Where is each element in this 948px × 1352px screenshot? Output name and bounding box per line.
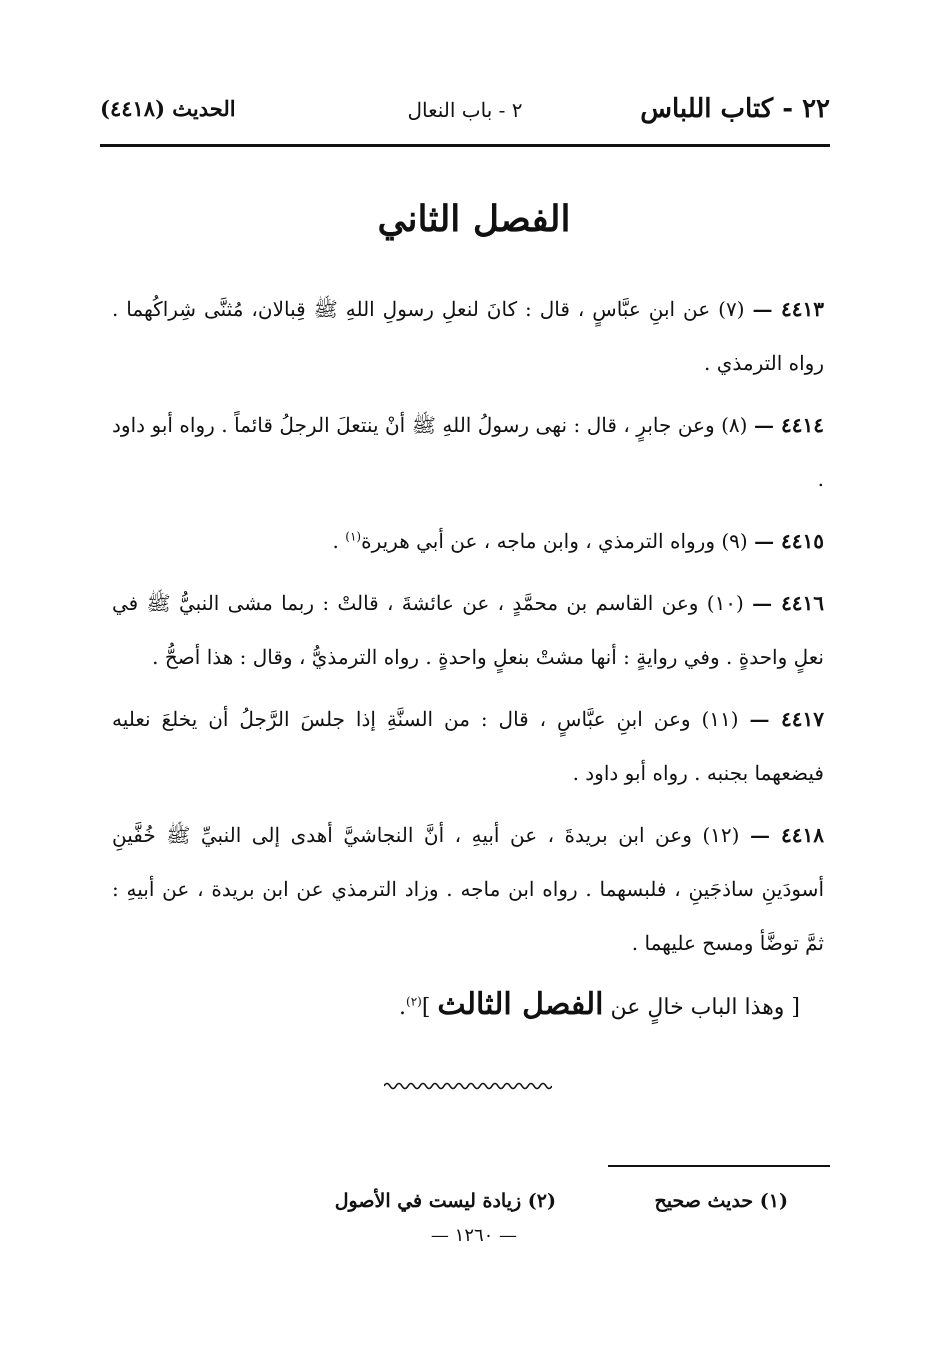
running-head-chapter: ٢ - باب النعال — [407, 98, 523, 122]
hadith-text: (١٠) وعن القاسم بن محمَّدٍ ، عن عائشةَ ، قالتْ : ربما مشى النبيُّ ﷺ في نعلٍ واحدةٍ . وفي روايةٍ : أنها مشتْ بنعلٍ واحدةٍ . رواه الترمذيُّ ، وقال : هذا أصحُّ . — [112, 591, 824, 669]
footnote-2: (٢) زيادة ليست في الأصول — [334, 1190, 556, 1212]
closing-section-name: الفصل الثالث — [437, 987, 604, 1022]
hadith-number: ٤٤١٥ — — [754, 529, 824, 553]
hadith-4417 — [112, 692, 824, 800]
hadith-text: (١٢) وعن ابن بريدةَ ، عن أبيهِ ، أنَّ النجاشيَّ أهدى إلى النبيِّ ﷺ خُفَّينِ أسودَينِ ساذجَينِ ، فلبسهما . رواه ابن ماجه . وزاد الترمذي عن ابن بريدة ، عن أبيهِ : ثمَّ توضَّأ ومسح عليهما . — [112, 823, 824, 955]
hadith-number: ٤٤١٦ — — [752, 591, 825, 615]
hadith-4414 — [112, 398, 824, 506]
hadith-number: ٤٤١٨ — — [749, 823, 825, 847]
hadith-4413 — [112, 282, 824, 390]
page-number: — ١٢٦٠ — — [430, 1225, 518, 1246]
running-head-book-title: ٢٢ - كتاب اللباس — [640, 94, 830, 124]
hadith-text: (٩) ورواه الترمذي ، وابن ماجه ، عن أبي هريرة — [361, 529, 748, 553]
header-rule — [100, 144, 830, 147]
closing-open: [ وهذا الباب خالٍ عن — [603, 995, 800, 1020]
footnote-1: (١) حديث صحيح — [654, 1190, 788, 1212]
hadith-number: ٤٤١٧ — — [749, 707, 825, 731]
hadith-4418 — [112, 808, 824, 970]
closing-note — [112, 978, 824, 1035]
hadith-text: (١١) وعن ابنِ عبَّاسٍ ، قال : من السنَّةِ إذا جلسَ الرَّجلُ أن يخلعَ نعليه فيضعهما بجنبه . رواه أبو داود . — [112, 707, 824, 785]
section-title: الفصل الثاني — [377, 198, 571, 240]
closing-bracket: ] — [421, 995, 438, 1020]
running-head-hadith-range: الحديث (٤٤١٨) — [100, 96, 236, 121]
closing-tail: . — [399, 995, 407, 1020]
hadith-4415 — [112, 514, 824, 568]
main-text — [112, 282, 824, 1057]
running-head — [100, 90, 830, 140]
wavy-divider-ornament — [384, 1080, 552, 1092]
hadith-4416 — [112, 576, 824, 684]
footnote-rule — [608, 1165, 830, 1167]
footnote-marker: (١) — [345, 529, 362, 544]
hadith-number: ٤٤١٣ — — [752, 297, 825, 321]
hadith-text: (٧) عن ابنِ عبَّاسٍ ، قال : كانَ لنعلِ رسولِ اللهِ ﷺ قِبالان، مُثنَّى شِراكُهما . رواه الترمذي . — [112, 297, 824, 375]
hadith-number: ٤٤١٤ — — [753, 413, 824, 437]
footnote-marker: (٢) — [406, 994, 422, 1009]
hadith-text: (٨) وعن جابرٍ ، قال : نهى رسولُ اللهِ ﷺ أنْ ينتعلَ الرجلُ قائماً . رواه أبو داود . — [112, 413, 824, 491]
hadith-tail: . — [332, 529, 346, 553]
